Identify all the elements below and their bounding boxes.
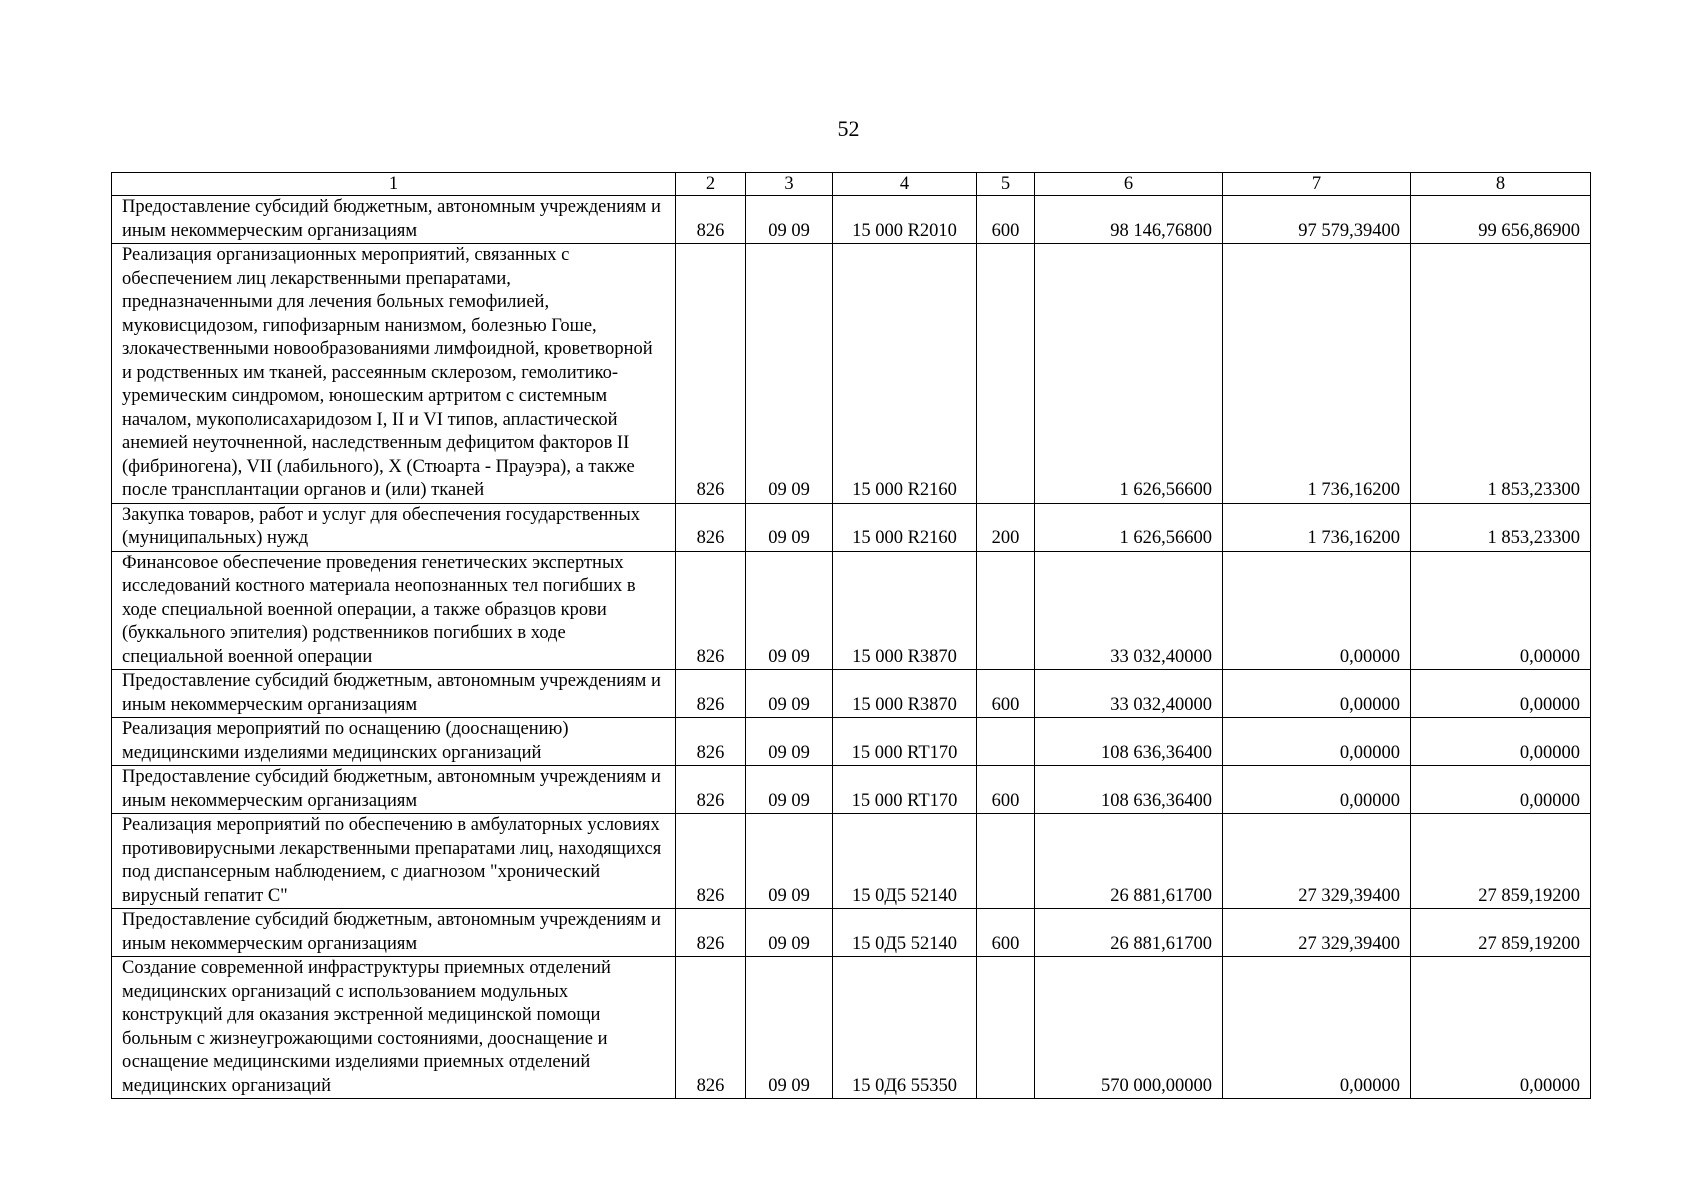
column-header: 5 xyxy=(977,173,1035,196)
row-type xyxy=(977,814,1035,909)
row-section: 09 09 xyxy=(746,670,833,718)
row-name: Закупка товаров, работ и услуг для обеспечения государственных (муниципальных) нужд xyxy=(112,503,676,551)
row-grbs: 826 xyxy=(676,244,746,504)
row-type: 600 xyxy=(977,670,1035,718)
table-row xyxy=(112,196,1591,244)
table-row xyxy=(112,766,1591,814)
table-row xyxy=(112,244,1591,504)
table-row xyxy=(112,814,1591,909)
row-type xyxy=(977,244,1035,504)
row-grbs: 826 xyxy=(676,909,746,957)
row-name: Предоставление субсидий бюджетным, автономным учреждениям и иным некоммерческим организациям xyxy=(112,909,676,957)
column-header: 2 xyxy=(676,173,746,196)
row-section: 09 09 xyxy=(746,196,833,244)
row-sum-2: 1 736,16200 xyxy=(1223,503,1411,551)
row-grbs: 826 xyxy=(676,670,746,718)
table-row xyxy=(112,718,1591,766)
row-article: 15 0Д5 52140 xyxy=(833,909,977,957)
row-article: 15 000 RT170 xyxy=(833,766,977,814)
row-sum-1: 108 636,36400 xyxy=(1035,718,1223,766)
row-section: 09 09 xyxy=(746,957,833,1099)
row-section: 09 09 xyxy=(746,244,833,504)
row-sum-2: 0,00000 xyxy=(1223,670,1411,718)
row-grbs: 826 xyxy=(676,503,746,551)
row-type xyxy=(977,718,1035,766)
row-sum-1: 1 626,56600 xyxy=(1035,244,1223,504)
row-type: 600 xyxy=(977,196,1035,244)
row-article: 15 000 R3870 xyxy=(833,670,977,718)
row-sum-2: 0,00000 xyxy=(1223,766,1411,814)
table-row xyxy=(112,909,1591,957)
row-sum-1: 98 146,76800 xyxy=(1035,196,1223,244)
row-sum-2: 0,00000 xyxy=(1223,718,1411,766)
row-article: 15 0Д5 52140 xyxy=(833,814,977,909)
row-article: 15 0Д6 55350 xyxy=(833,957,977,1099)
row-type xyxy=(977,551,1035,670)
row-name: Реализация мероприятий по оснащению (дооснащению) медицинскими изделиями медицинских организаций xyxy=(112,718,676,766)
row-grbs: 826 xyxy=(676,196,746,244)
row-grbs: 826 xyxy=(676,551,746,670)
row-sum-2: 27 329,39400 xyxy=(1223,909,1411,957)
row-sum-1: 26 881,61700 xyxy=(1035,814,1223,909)
row-name: Предоставление субсидий бюджетным, автономным учреждениям и иным некоммерческим организациям xyxy=(112,766,676,814)
row-sum-3: 0,00000 xyxy=(1411,551,1591,670)
row-sum-2: 27 329,39400 xyxy=(1223,814,1411,909)
row-sum-1: 33 032,40000 xyxy=(1035,551,1223,670)
row-name: Финансовое обеспечение проведения генетических экспертных исследований костного материала неопознанных тел погибших в ходе специальной военной операции, а также образцов крови (буккального эпителия) родственников погибших в ходе специальной военной операции xyxy=(112,551,676,670)
row-sum-3: 99 656,86900 xyxy=(1411,196,1591,244)
column-header: 1 xyxy=(112,173,676,196)
table-row xyxy=(112,503,1591,551)
row-sum-2: 97 579,39400 xyxy=(1223,196,1411,244)
row-sum-3: 0,00000 xyxy=(1411,766,1591,814)
header-row xyxy=(112,173,1591,196)
row-sum-3: 1 853,23300 xyxy=(1411,503,1591,551)
row-section: 09 09 xyxy=(746,551,833,670)
row-article: 15 000 R2160 xyxy=(833,244,977,504)
row-sum-3: 27 859,19200 xyxy=(1411,814,1591,909)
row-name: Предоставление субсидий бюджетным, автономным учреждениям и иным некоммерческим организациям xyxy=(112,196,676,244)
row-sum-2: 0,00000 xyxy=(1223,551,1411,670)
table-row xyxy=(112,551,1591,670)
row-article: 15 000 RT170 xyxy=(833,718,977,766)
page-number: 52 xyxy=(837,116,860,141)
column-header: 6 xyxy=(1035,173,1223,196)
row-name: Предоставление субсидий бюджетным, автономным учреждениям и иным некоммерческим организациям xyxy=(112,670,676,718)
row-section: 09 09 xyxy=(746,503,833,551)
row-sum-1: 570 000,00000 xyxy=(1035,957,1223,1099)
row-sum-3: 0,00000 xyxy=(1411,670,1591,718)
row-sum-1: 26 881,61700 xyxy=(1035,909,1223,957)
row-sum-1: 33 032,40000 xyxy=(1035,670,1223,718)
row-grbs: 826 xyxy=(676,718,746,766)
row-section: 09 09 xyxy=(746,766,833,814)
row-name: Реализация мероприятий по обеспечению в амбулаторных условиях противовирусными лекарственными препаратами лиц, находящихся под диспансерным наблюдением, с диагнозом "хронический вирусный гепатит С" xyxy=(112,814,676,909)
column-header: 7 xyxy=(1223,173,1411,196)
row-article: 15 000 R2010 xyxy=(833,196,977,244)
row-sum-3: 27 859,19200 xyxy=(1411,909,1591,957)
row-type xyxy=(977,957,1035,1099)
row-name: Создание современной инфраструктуры приемных отделений медицинских организаций с использованием модульных конструкций для оказания экстренной медицинской помощи больным с жизнеугрожающими состояниями, дооснащение и оснащение медицинскими изделиями приемных отделений медицинских организаций xyxy=(112,957,676,1099)
row-article: 15 000 R2160 xyxy=(833,503,977,551)
row-section: 09 09 xyxy=(746,909,833,957)
column-header: 8 xyxy=(1411,173,1591,196)
row-grbs: 826 xyxy=(676,814,746,909)
budget-table xyxy=(111,172,1591,1099)
row-sum-3: 0,00000 xyxy=(1411,957,1591,1099)
row-sum-2: 0,00000 xyxy=(1223,957,1411,1099)
row-section: 09 09 xyxy=(746,814,833,909)
row-type: 600 xyxy=(977,909,1035,957)
row-sum-2: 1 736,16200 xyxy=(1223,244,1411,504)
row-sum-1: 108 636,36400 xyxy=(1035,766,1223,814)
row-type: 600 xyxy=(977,766,1035,814)
table-row xyxy=(112,957,1591,1099)
row-sum-3: 1 853,23300 xyxy=(1411,244,1591,504)
row-type: 200 xyxy=(977,503,1035,551)
row-grbs: 826 xyxy=(676,957,746,1099)
row-sum-1: 1 626,56600 xyxy=(1035,503,1223,551)
column-header: 3 xyxy=(746,173,833,196)
table-row xyxy=(112,670,1591,718)
column-header: 4 xyxy=(833,173,977,196)
row-sum-3: 0,00000 xyxy=(1411,718,1591,766)
row-name: Реализация организационных мероприятий, связанных с обеспечением лиц лекарственными препаратами, предназначенными для лечения больных гемофилией, муковисцидозом, гипофизарным нанизмом, болезнью Гоше, злокачественными новообразованиями лимфоидной, кроветворной и родственных им тканей, рассеянным склерозом, гемолитико-уремическим синдромом, юношеским артритом с системным началом, мукополисахаридозом I, II и VI типов, апластической анемией неуточненной, наследственным дефицитом факторов II (фибриногена), VII (лабильного), X (Стюарта - Прауэра), а также после трансплантации органов и (или) тканей xyxy=(112,244,676,504)
row-grbs: 826 xyxy=(676,766,746,814)
row-section: 09 09 xyxy=(746,718,833,766)
row-article: 15 000 R3870 xyxy=(833,551,977,670)
